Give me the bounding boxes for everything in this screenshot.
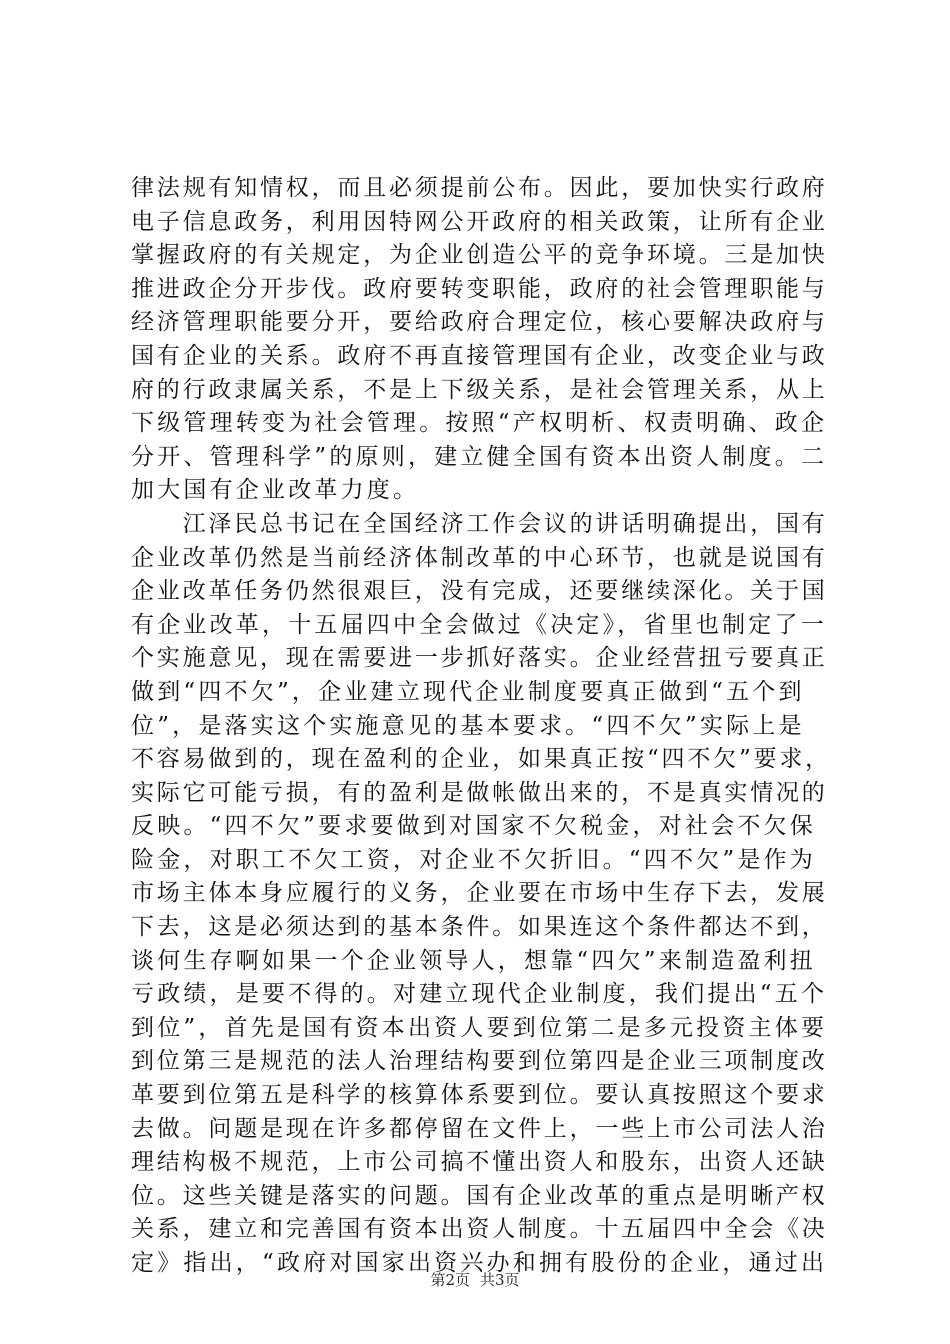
text-line: 江泽民总书记在全国经济工作会议的讲话明确提出，国有 (131, 510, 828, 537)
text-line: 分开、管理科学”的原则，建立健全国有资本出资人制度。二 (131, 443, 828, 470)
text-line: 实际它可能亏损，有的盈利是做帐做出来的，不是真实情况的 (131, 779, 828, 806)
text-line: 到位第三是规范的法人治理结构要到位第四是企业三项制度改 (131, 1048, 828, 1075)
text-line: 经济管理职能要分开，要给政府合理定位，核心要解决政府与 (131, 309, 828, 336)
text-line: 个实施意见，现在需要进一步抓好落实。企业经营扭亏要真正 (131, 645, 828, 672)
text-line: 有企业改革，十五届四中全会做过《决定》，省里也制定了一 (131, 611, 827, 638)
text-line: 企业改革任务仍然很艰巨，没有完成，还要继续深化。关于国 (131, 578, 828, 605)
text-line: 定》指出，“政府对国家出资兴办和拥有股份的企业，通过出 (131, 1250, 828, 1276)
text-line: 电子信息政务，利用因特网公开政府的相关政策，让所有企业 (131, 208, 828, 235)
text-line: 市场主体本身应履行的义务，企业要在市场中生存下去，发展 (131, 880, 828, 907)
text-line: 到位”，首先是国有资本出资人要到位第二是多元投资主体要 (131, 1014, 828, 1041)
text-line: 做到“四不欠”，企业建立现代企业制度要真正做到“五个到 (131, 678, 805, 705)
text-line: 理结构极不规范，上市公司搞不懂出资人和股东，出资人还缺 (131, 1149, 828, 1176)
text-line: 律法规有知情权，而且必须提前公布。因此，要加快实行政府 (131, 175, 828, 201)
page-footer (0, 1270, 950, 1290)
page-number: 第2页 (430, 1271, 470, 1289)
text-line: 国有企业的关系。政府不再直接管理国有企业，改变企业与政 (131, 342, 828, 369)
text-line: 下去，这是必须达到的基本条件。如果连这个条件都达不到， (131, 914, 828, 941)
text-line: 不容易做到的，现在盈利的企业，如果真正按“四不欠”要求， (131, 746, 831, 773)
text-line: 位”，是落实这个实施意见的基本要求。“四不欠”实际上是 (131, 712, 805, 739)
text-line: 革要到位第五是科学的核算体系要到位。要认真按照这个要求 (131, 1082, 828, 1109)
text-line: 险金，对职工不欠工资，对企业不欠折旧。“四不欠”是作为 (131, 846, 816, 873)
text-line: 谈何生存啊如果一个企业领导人，想靠“四欠”来制造盈利扭 (131, 947, 816, 974)
text-line: 企业改革仍然是当前经济体制改革的中心环节，也就是说国有 (131, 544, 828, 571)
text-line: 关系，建立和完善国有资本出资人制度。十五届四中全会《决 (131, 1216, 828, 1243)
page-total: 共3页 (480, 1271, 520, 1289)
text-line: 加大国有企业改革力度。 (131, 477, 420, 504)
text-line: 去做。问题是现在许多都停留在文件上，一些上市公司法人治 (131, 1115, 828, 1142)
text-line: 亏政绩，是要不得的。对建立现代企业制度，我们提出“五个 (131, 981, 828, 1008)
text-line: 反映。“四不欠”要求要做到对国家不欠税金，对社会不欠保 (131, 813, 816, 840)
body-text (131, 172, 831, 1281)
text-line: 下级管理转变为社会管理。按照“产权明析、权责明确、政企 (131, 410, 828, 437)
text-line: 位。这些关键是落实的问题。国有企业改革的重点是明晰产权 (131, 1182, 828, 1209)
text-line: 推进政企分开步伐。政府要转变职能，政府的社会管理职能与 (131, 275, 828, 302)
text-line: 掌握政府的有关规定，为企业创造公平的竞争环境。三是加快 (131, 242, 828, 269)
text-line: 府的行政隶属关系，不是上下级关系，是社会管理关系，从上 (131, 376, 828, 403)
